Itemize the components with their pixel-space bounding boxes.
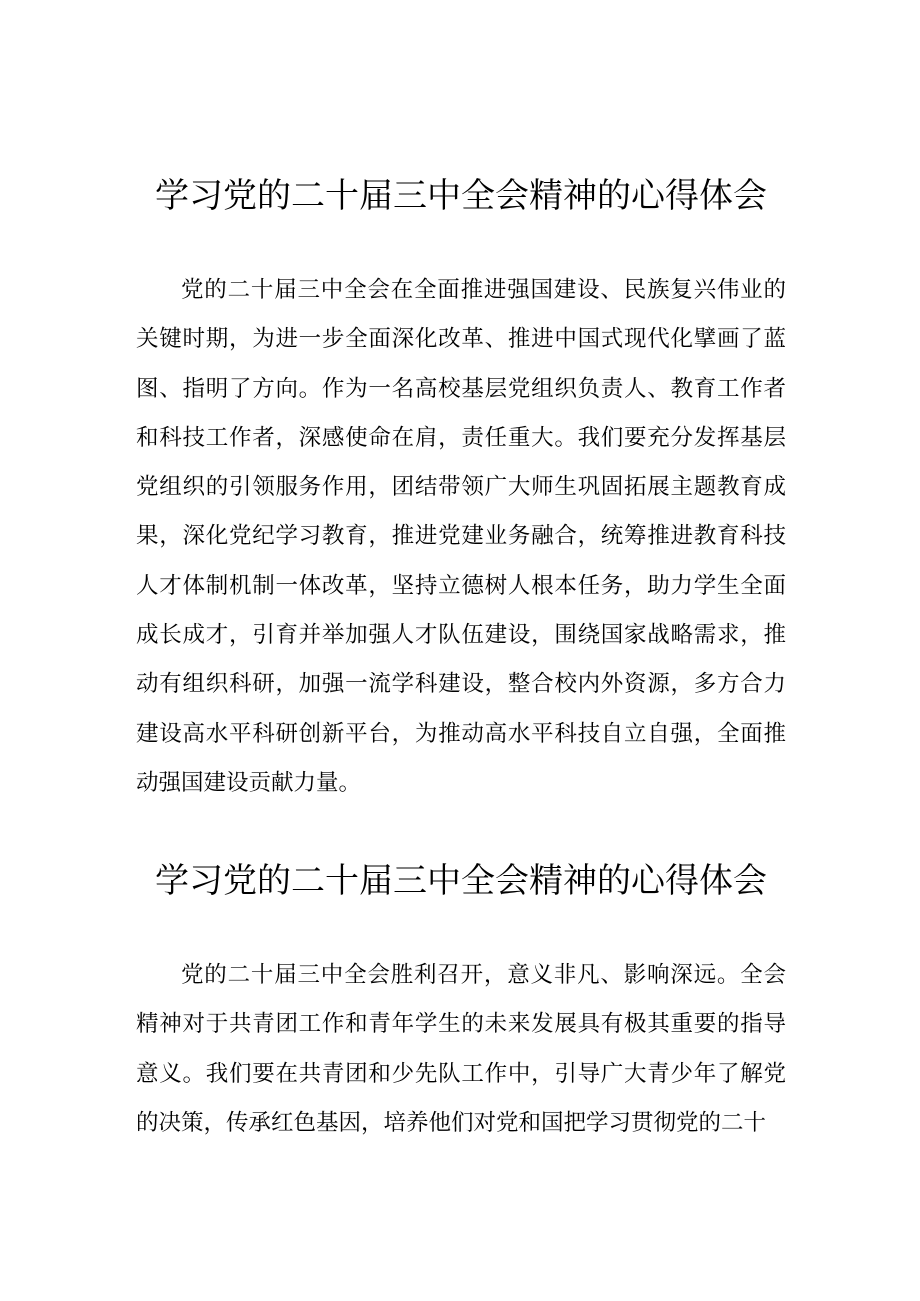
article-title: 学习党的二十届三中全会精神的心得体会 (155, 861, 767, 901)
article-body: 党的二十届三中全会在全面推进强国建设、民族复兴伟业的关键时期，为进一步全面深化改革、推进中国式现代化擘画了蓝图、指明了方向。作为一名高校基层党组织负责人、教育工作者和科技工作者，深感使命在肩，责任重大。我们要充分发挥基层党组织的引领服务作用，团结带领广大师生巩固拓展主题教育成果，深化党纪学习教育，推进党建业务融合，统筹推进教育科技人才体制机制一体改革，坚持立德树人根本任务，助力学生全面成长成才，引育并举加强人才队伍建设，围绕国家战略需求，推动有组织科研，加强一流学科建设，整合校内外资源，多方合力建设高水平科研创新平台，为推动高水平科技自立自强，全面推动强国建设贡献力量。 (136, 277, 786, 796)
article-1 (136, 170, 786, 808)
article-title: 学习党的二十届三中全会精神的心得体会 (155, 176, 767, 216)
article-body: 党的二十届三中全会胜利召开，意义非凡、影响深远。全会精神对于共青团工作和青年学生的未来发展具有极其重要的指导意义。我们要在共青团和少先队工作中，引导广大青少年了解党的决策，传承红色基因，培养他们对党和国把学习贯彻党的二十 (136, 962, 786, 1136)
article-2 (136, 855, 786, 1148)
